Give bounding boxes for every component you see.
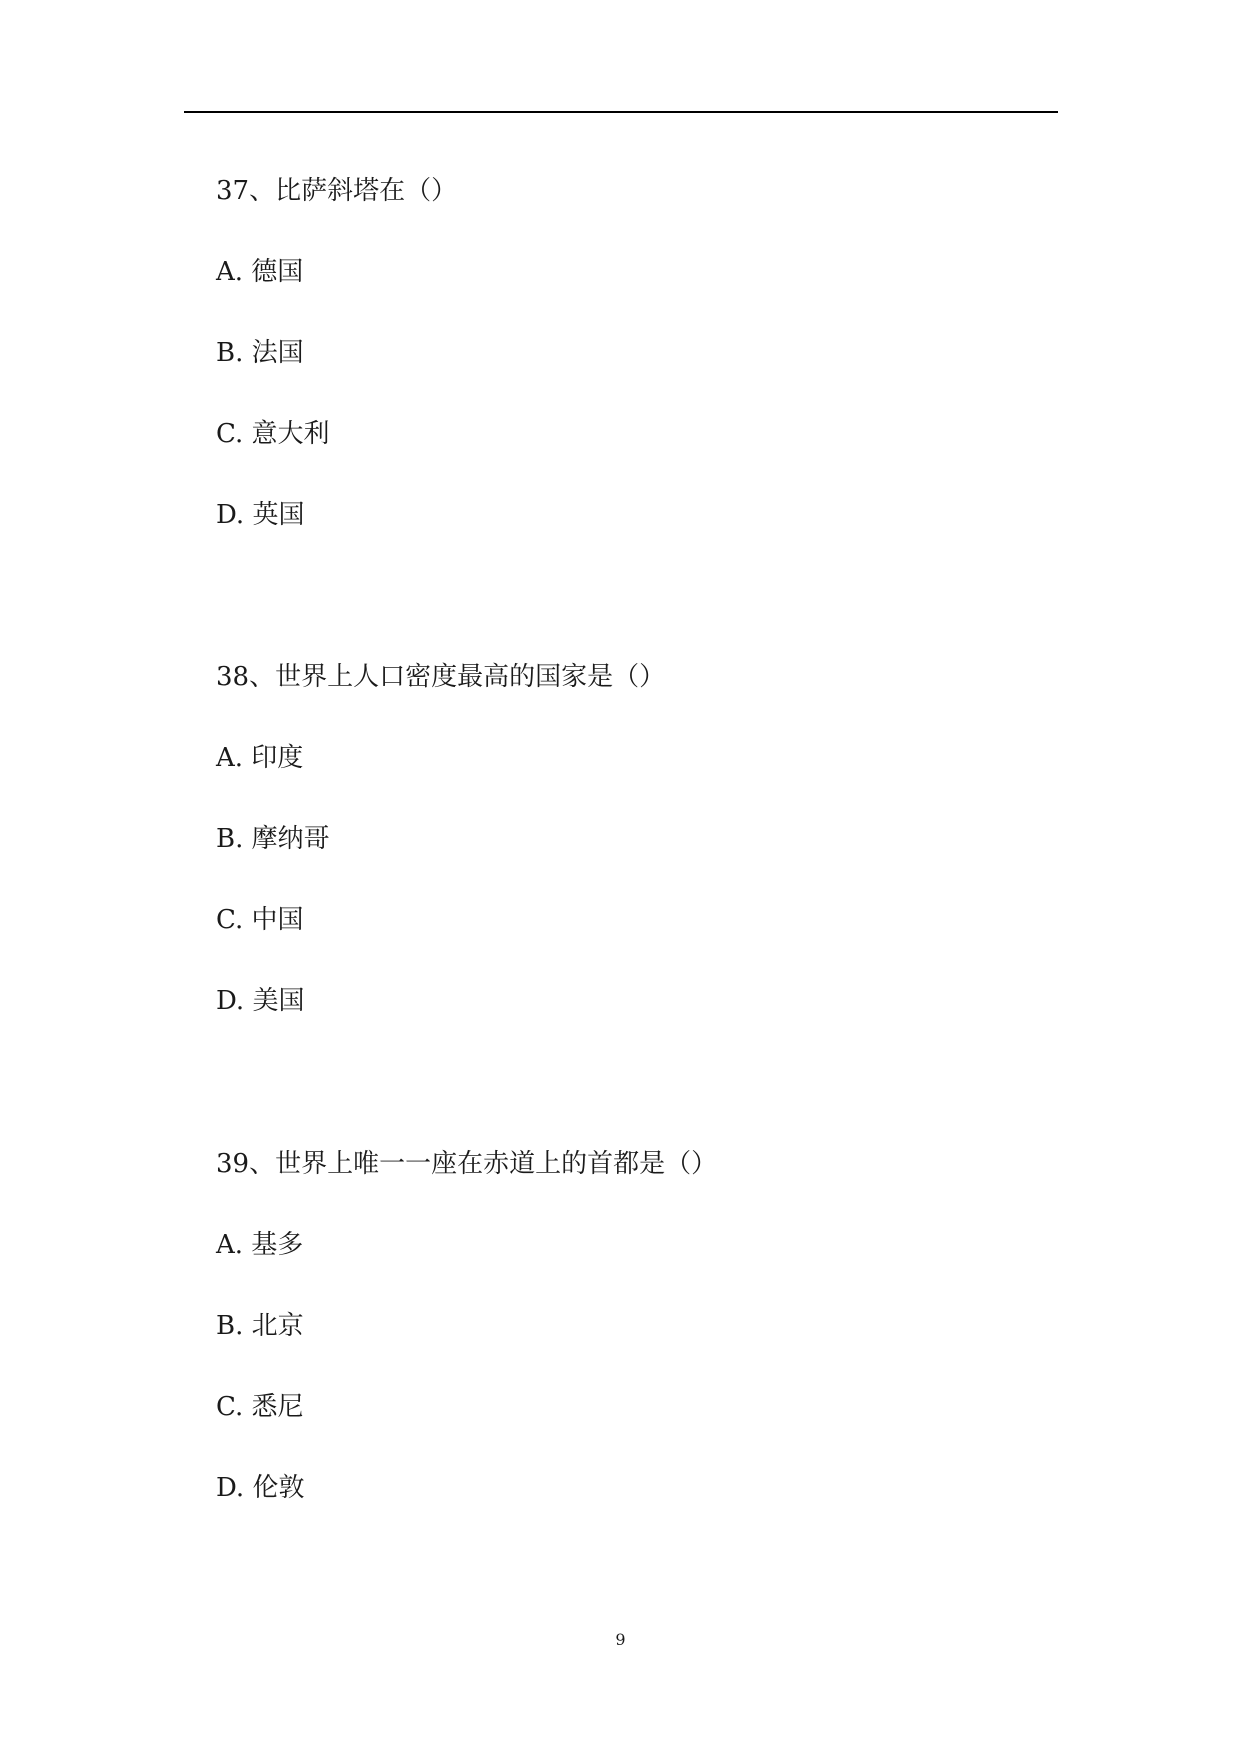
option-a: A. 德国 <box>216 257 304 287</box>
option-c: C. 悉尼 <box>216 1392 304 1422</box>
option-c: C. 意大利 <box>216 419 330 449</box>
question-text: 37、比萨斜塔在（） <box>216 176 458 206</box>
question-39 <box>216 1147 1076 1552</box>
option-b: B. 北京 <box>216 1311 304 1341</box>
header-rule <box>184 111 1058 113</box>
question-38 <box>216 660 1076 1065</box>
option-b: B. 摩纳哥 <box>216 824 330 854</box>
option-b: B. 法国 <box>216 338 304 368</box>
option-a: A. 基多 <box>216 1230 304 1260</box>
question-text: 39、世界上唯一一座在赤道上的首都是（） <box>216 1149 718 1179</box>
option-d: D. 伦敦 <box>216 1473 305 1503</box>
page-number: 9 <box>615 1630 626 1649</box>
question-text: 38、世界上人口密度最高的国家是（） <box>216 662 666 692</box>
option-d: D. 美国 <box>216 986 305 1016</box>
option-c: C. 中国 <box>216 905 304 935</box>
option-d: D. 英国 <box>216 500 305 530</box>
option-a: A. 印度 <box>216 743 304 773</box>
question-37 <box>216 174 1076 579</box>
